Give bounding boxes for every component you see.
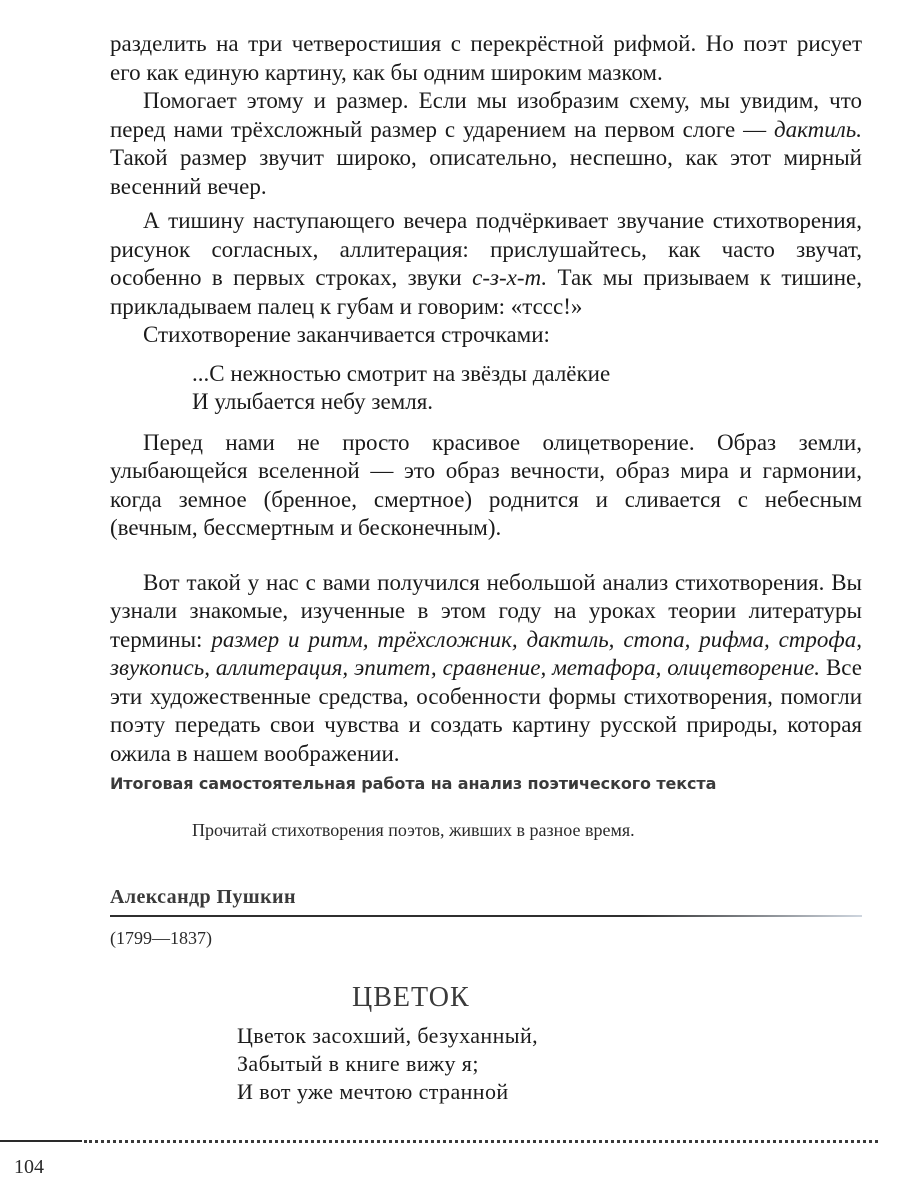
paragraph-3-text-a: А тишину наступающего вечера подчёркивает звучание стихотворения, рисунок согласных, аллитерация: прислушайтесь, как часто звучат, особенно в первых строках, звуки: [110, 208, 862, 290]
paragraph-6-text-b: Все эти художественные средства, особенности формы стихотворения, помогли поэту передать свои чувства и создать картину русской природы, которая ожила в нашем воображении.: [110, 655, 862, 766]
term-sounds: с-з-х-т.: [472, 265, 548, 290]
poem-line: Цветок засохший, безуханный,: [237, 1023, 539, 1048]
paragraph-5: Перед нами не просто красивое олицетворение. Образ земли, улыбающейся вселенной — это образ вечности, образ мира и гармонии, когда земное (бренное, смертное) роднится и сливается с небесным (вечным, бессмертным и бесконечным).: [110, 429, 862, 540]
literary-terms-list: размер и ритм, трёхсложник, дактиль, стопа, рифма, строфа, звукопись, аллитерация, эпитет, сравнение, метафора, олицетворение.: [110, 626, 862, 680]
section-heading: Итоговая самостоятельная работа на анализ поэтического текста: [110, 774, 717, 793]
term-dactyl: дактиль.: [774, 116, 862, 142]
paragraph-6-text-a: Вот такой у нас с вами получился небольшой анализ стихотворения. Вы узнали знакомые, изученные в этом году на уроках теории литературы термины:: [110, 569, 862, 652]
footer-dotted-rule: [84, 1140, 878, 1143]
paragraph-2-text-b: Такой размер звучит широко, описательно, неспешно, как этот мирный весенний вечер.: [110, 145, 862, 199]
footer-rule: [0, 1140, 82, 1142]
main-text: [110, 30, 862, 768]
poem-title: ЦВЕТОК: [352, 982, 470, 1013]
paragraph-4: Стихотворение заканчивается строчками:: [143, 322, 550, 347]
author-divider: [110, 915, 862, 917]
quoted-lines: [192, 360, 862, 417]
paragraph-3-text-b: Так мы призываем к тишине, прикладываем палец к губам и говорим: «тссс!»: [110, 265, 862, 319]
instruction-text: Прочитай стихотворения поэтов, живших в разное время.: [192, 820, 635, 840]
poem-line: Забытый в книге вижу я;: [237, 1051, 479, 1076]
poem-body: [237, 1022, 538, 1106]
quote-line: И улыбается небу земля.: [192, 389, 434, 414]
paragraph-2: [110, 87, 862, 201]
poem-line: И вот уже мечтою странной: [237, 1079, 509, 1104]
author-name: Александр Пушкин: [110, 886, 296, 908]
quote-line: ...С нежностью смотрит на звёзды далёкие: [192, 360, 611, 386]
author-dates: (1799—1837): [110, 928, 212, 948]
paragraph-1: разделить на три четверостишия с перекрёстной рифмой. Но поэт рисует его как единую картину, как бы одним широким мазком.: [110, 31, 862, 85]
page-number: 104: [14, 1156, 44, 1178]
paragraph-2-text-a: Помогает этому и размер. Если мы изобразим схему, мы увидим, что перед нами трёхсложный размер с ударением на первом слоге —: [110, 88, 862, 142]
paragraph-3: [110, 207, 862, 321]
paragraph-6: [110, 569, 862, 769]
